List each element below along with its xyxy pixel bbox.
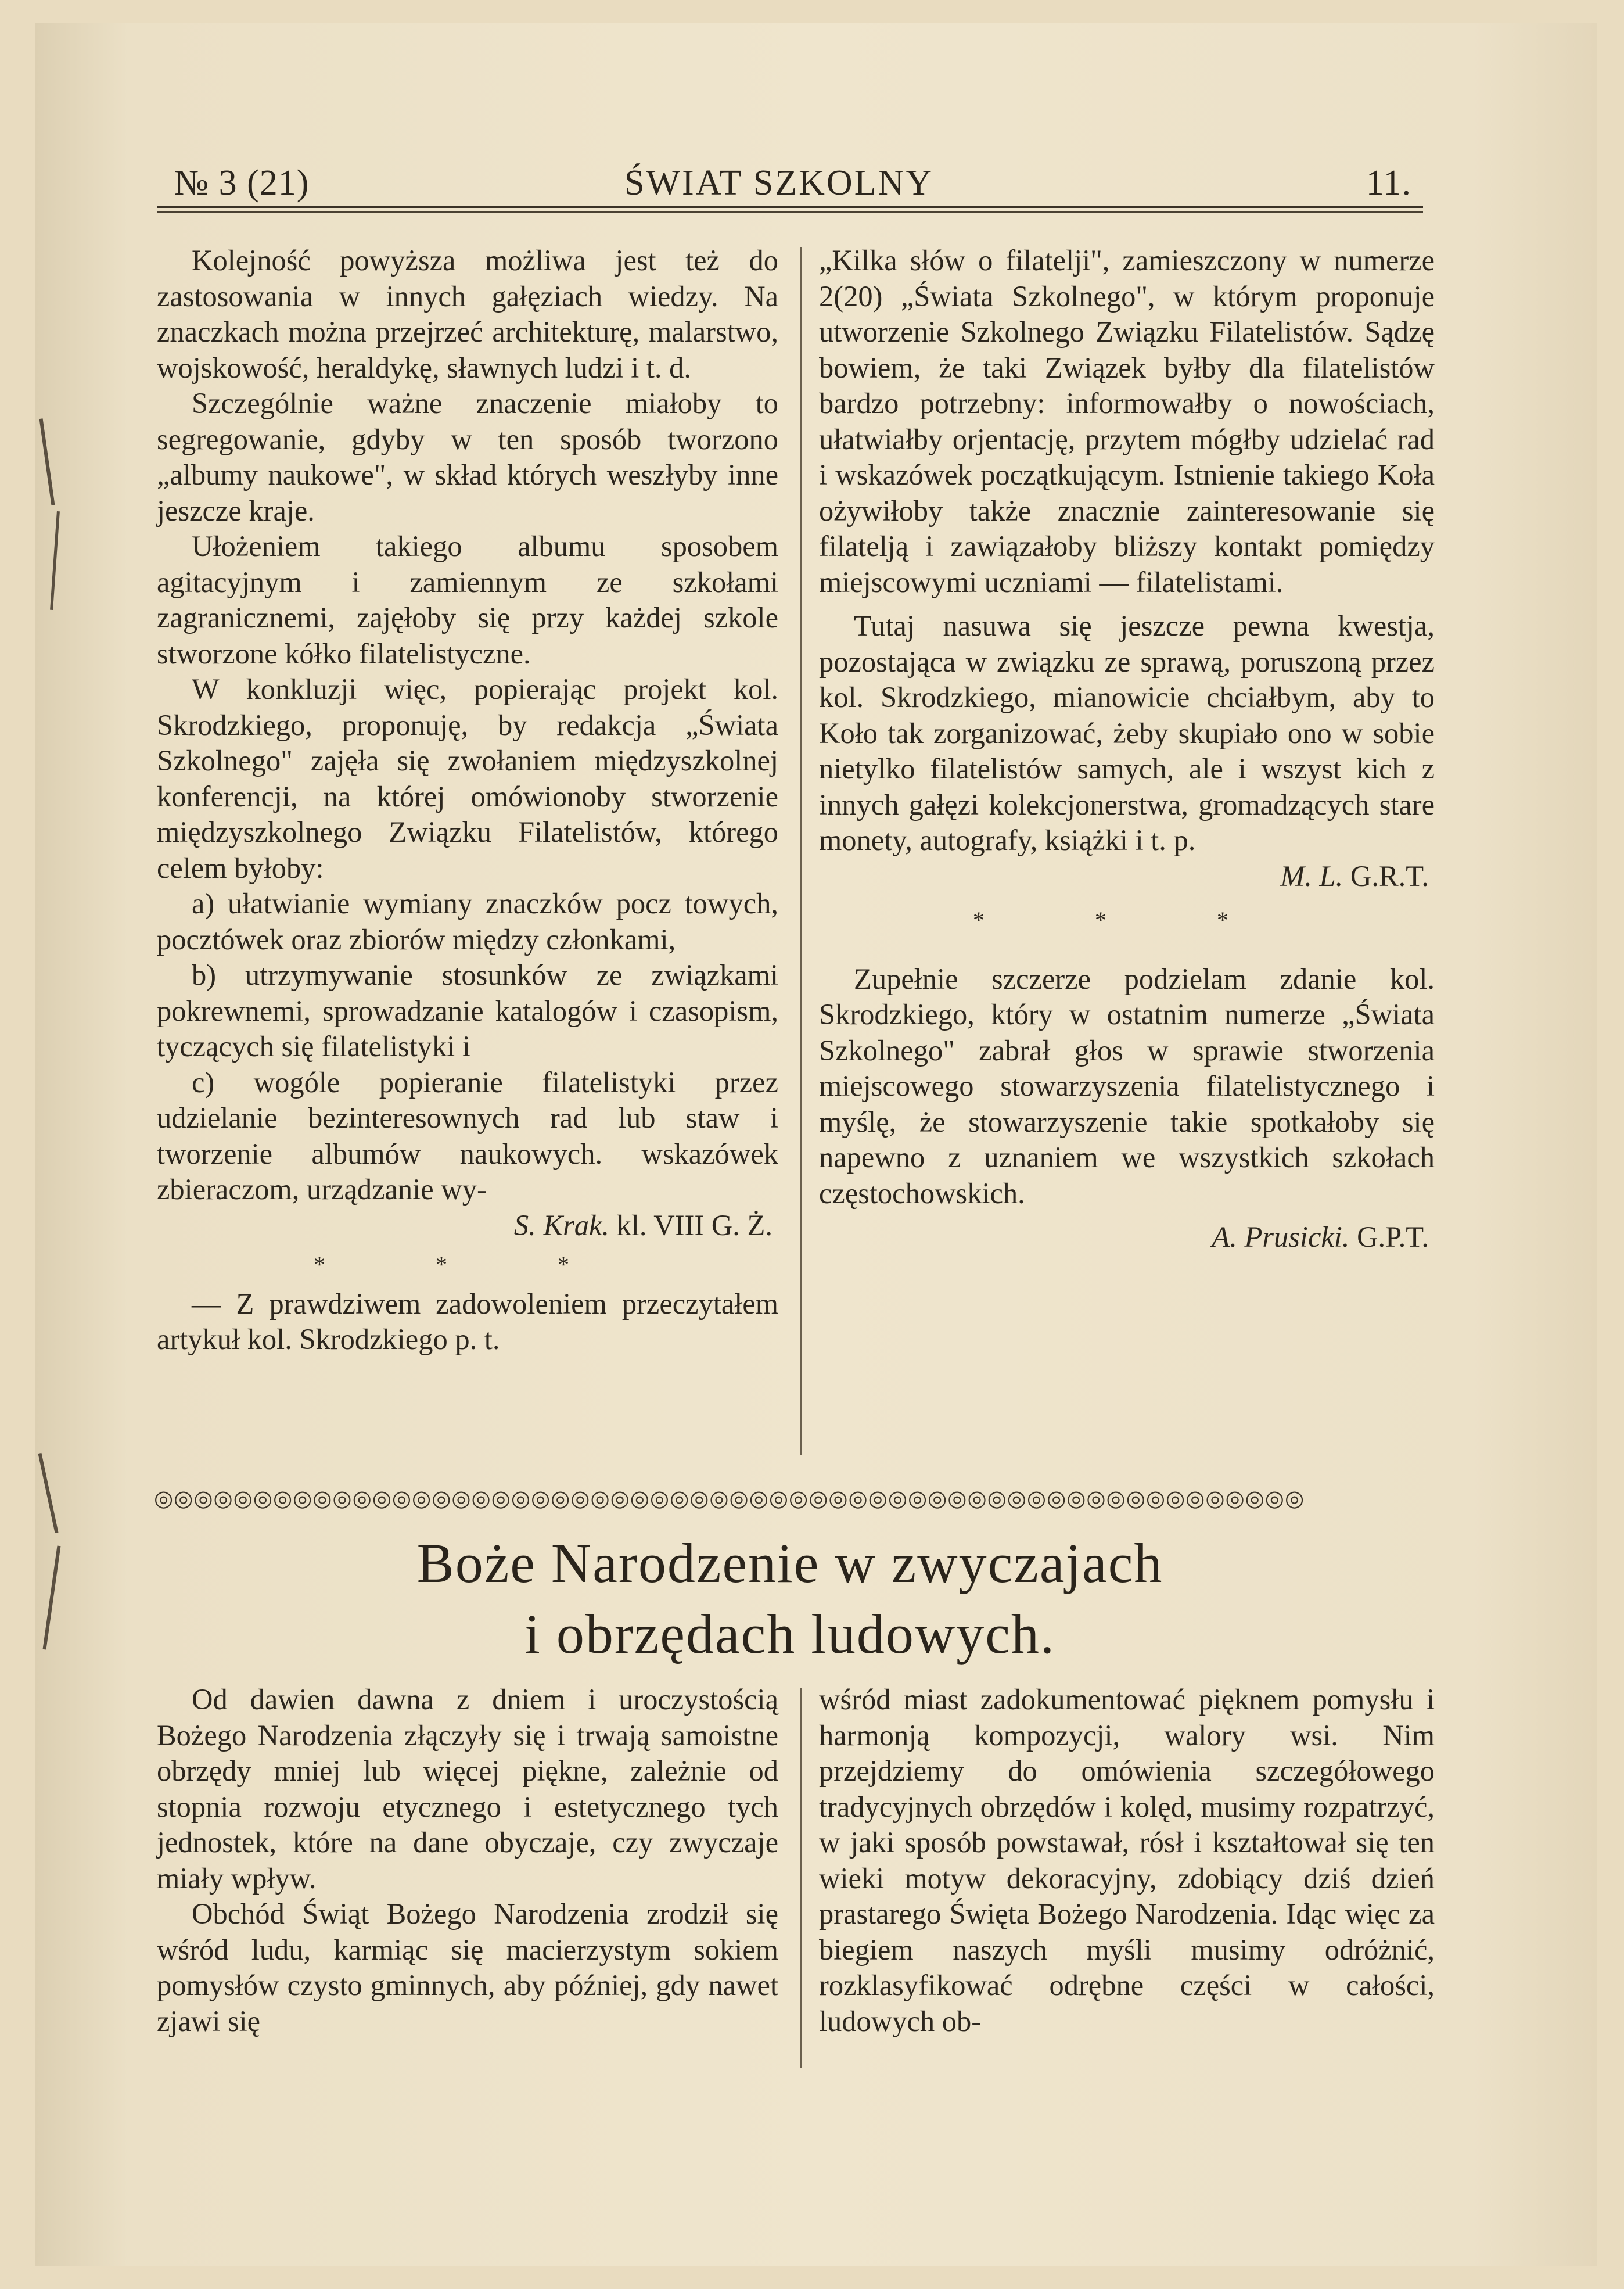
paragraph: a) ułatwianie wymiany znaczków pocz towych, pocztówek oraz zbiorów między członkami, — [157, 887, 778, 956]
paragraph: Obchód Świąt Bożego Narodzenia zrodził się wśród ludu, karmiąc się macierzystym sokiem pomysłów czysto gminnych, aby później, gdy nawet zjawi się — [157, 1897, 778, 2037]
signature — [157, 1208, 778, 1244]
paragraph: „Kilka słów o filatelji", zamieszczony w numerze 2(20) „Świata Szkolnego", w którym proponuje utworzenie Szkolnego Związku Filatelistów. Sądzę bowiem, że taki Związek byłby dla filatelistów bardzo potrzebny: informowałby o nowościach, ułatwiałby orjentację, przytem mógłby udzielać rad i wskazówek początkującym. Istnienie takiego Koła ożywiłoby także znacznie zainteresowanie się filatelją i zawiązałoby bliższy kontakt pomiędzy miejscowymi uczniami — filatelistami. — [819, 244, 1435, 598]
signature-school: G.P.T. — [1349, 1221, 1429, 1253]
paragraph: Od dawien dawna z dniem i uroczystością Bożego Narodzenia złączyły się i trwają samoistne obrzędy mniej lub więcej piękne, zależnie od stopnia rozwoju etycznego i estetycznego tych jednostek, które na dane obyczaje, czy zwyczaje miały wpływ. — [157, 1683, 778, 1895]
signature — [819, 1219, 1435, 1255]
section-separator: * * * — [314, 1251, 621, 1278]
article-title — [157, 1528, 1423, 1670]
paragraph: Tutaj nasuwa się jeszcze pewna kwestja, pozostająca w związku ze sprawą, poruszoną przez kol. Skrodzkiego, mianowicie chciałbym, aby to Koło tak zorganizować, żeby skupiało ono w sobie nietylko filatelistów samych, ale i wszyst kich z innych gałęzi kolekcjonerstwa, gromadzących stare monety, autografy, książki i t. p. — [819, 609, 1435, 856]
column-left-top — [157, 243, 778, 1358]
journal-title: ŚWIAT SZKOLNY — [624, 163, 934, 203]
paragraph: Kolejność powyższa możliwa jest też do zastosowania w innych gałęziach wiedzy. Na znaczkach można przejrzeć architekturę, malarstwo, wojskowość, heraldykę, sławnych ludzi i t. d. — [157, 244, 778, 384]
header-rule — [157, 211, 1423, 213]
signature-class: kl. VIII G. Ż. — [609, 1208, 773, 1242]
column-left-bottom — [157, 1682, 778, 2039]
column-right-bottom — [819, 1682, 1435, 2039]
ornamental-border: ◎◎◎◎◎◎◎◎◎◎◎◎◎◎◎◎◎◎◎◎◎◎◎◎◎◎◎◎◎◎◎◎◎◎◎◎◎◎◎◎◎◎◎◎◎◎◎◎◎◎◎◎◎◎◎◎◎◎ — [154, 1487, 1305, 1511]
paragraph: Szczególnie ważne znaczenie miałoby to segregowanie, gdyby w ten sposób tworzono „albumy naukowe", w skład których weszłyby inne jeszcze kraje. — [157, 387, 778, 527]
paragraph: b) utrzymywanie stosunków ze związkami pokrewnemi, sprowadzanie katalogów i czasopism, tyczących się filatelistyki i — [157, 959, 778, 1063]
column-divider — [800, 1688, 802, 2068]
paragraph: W konkluzji więc, popierając projekt kol. Skrodzkiego, proponuję, by redakcja „Świata Szkolnego" zajęła się zwołaniem międzyszkolnej konferencji, na której omówionoby stworzenie międzyszkolnego Związku Filatelistów, którego celem byłoby: — [157, 673, 778, 884]
paragraph: c) wogóle popieranie filatelistyki przez udzielanie bezinteresownych rad lub staw i tworzenie albumów naukowych. wskazówek zbieraczom, urządzanie wy- — [157, 1065, 778, 1206]
signature-name: A. Prusicki. — [1212, 1221, 1350, 1253]
signature-name: M. L. — [1280, 859, 1343, 892]
paragraph: — Z prawdziwem zadowoleniem przeczytałem artykuł kol. Skrodzkiego p. t. — [157, 1287, 778, 1355]
signature-school: G.R.T. — [1343, 859, 1429, 892]
header-rule — [157, 206, 1423, 208]
signature — [819, 859, 1435, 895]
page-number: 11. — [1366, 163, 1411, 203]
paragraph: Zupełnie szczerze podzielam zdanie kol. Skrodzkiego, który w ostatnim numerze „Świata Szkolnego" zabrał głos w sprawie stworzenia miejscowego stowarzyszenia filatelistycznego i myślę, że stowarzyszenie takie spotkałoby się napewno z uznaniem we wszystkich szkołach częstochowskich. — [819, 962, 1435, 1210]
paragraph: Ułożeniem takiego albumu sposobem agitacyjnym i zamiennym ze szkołami zagranicznemi, zajęłoby się przy każdej szkole stworzone kółko filatelistyczne. — [157, 530, 778, 670]
issue-number: № 3 (21) — [174, 163, 310, 203]
article-title-line: i obrzędach ludowych. — [524, 1603, 1055, 1665]
section-separator: * * * — [973, 907, 1281, 933]
page-header — [157, 163, 1423, 209]
column-right-top — [819, 243, 1435, 1255]
column-divider — [800, 247, 802, 1455]
signature-name: S. Krak. — [513, 1208, 610, 1242]
article-title-line: Boże Narodzenie w zwyczajach — [416, 1532, 1163, 1594]
paragraph: wśród miast zadokumentować pięknem pomysłu i harmonją kompozycji, walory wsi. Nim przejdziemy do omówienia szczegółowego tradycyjnych obrzędów i kolęd, musimy rozpatrzyć, w jaki sposób powstawał, rósł i kształtował się ten wieki motyw dekoracyjny, zdobiący dziś dzień prastarego Święta Bożego Narodzenia. Idąc więc za biegiem naszych myśli musimy odróżnić, rozklasyfikować odrębne części w całości, ludowych ob- — [819, 1683, 1435, 2037]
